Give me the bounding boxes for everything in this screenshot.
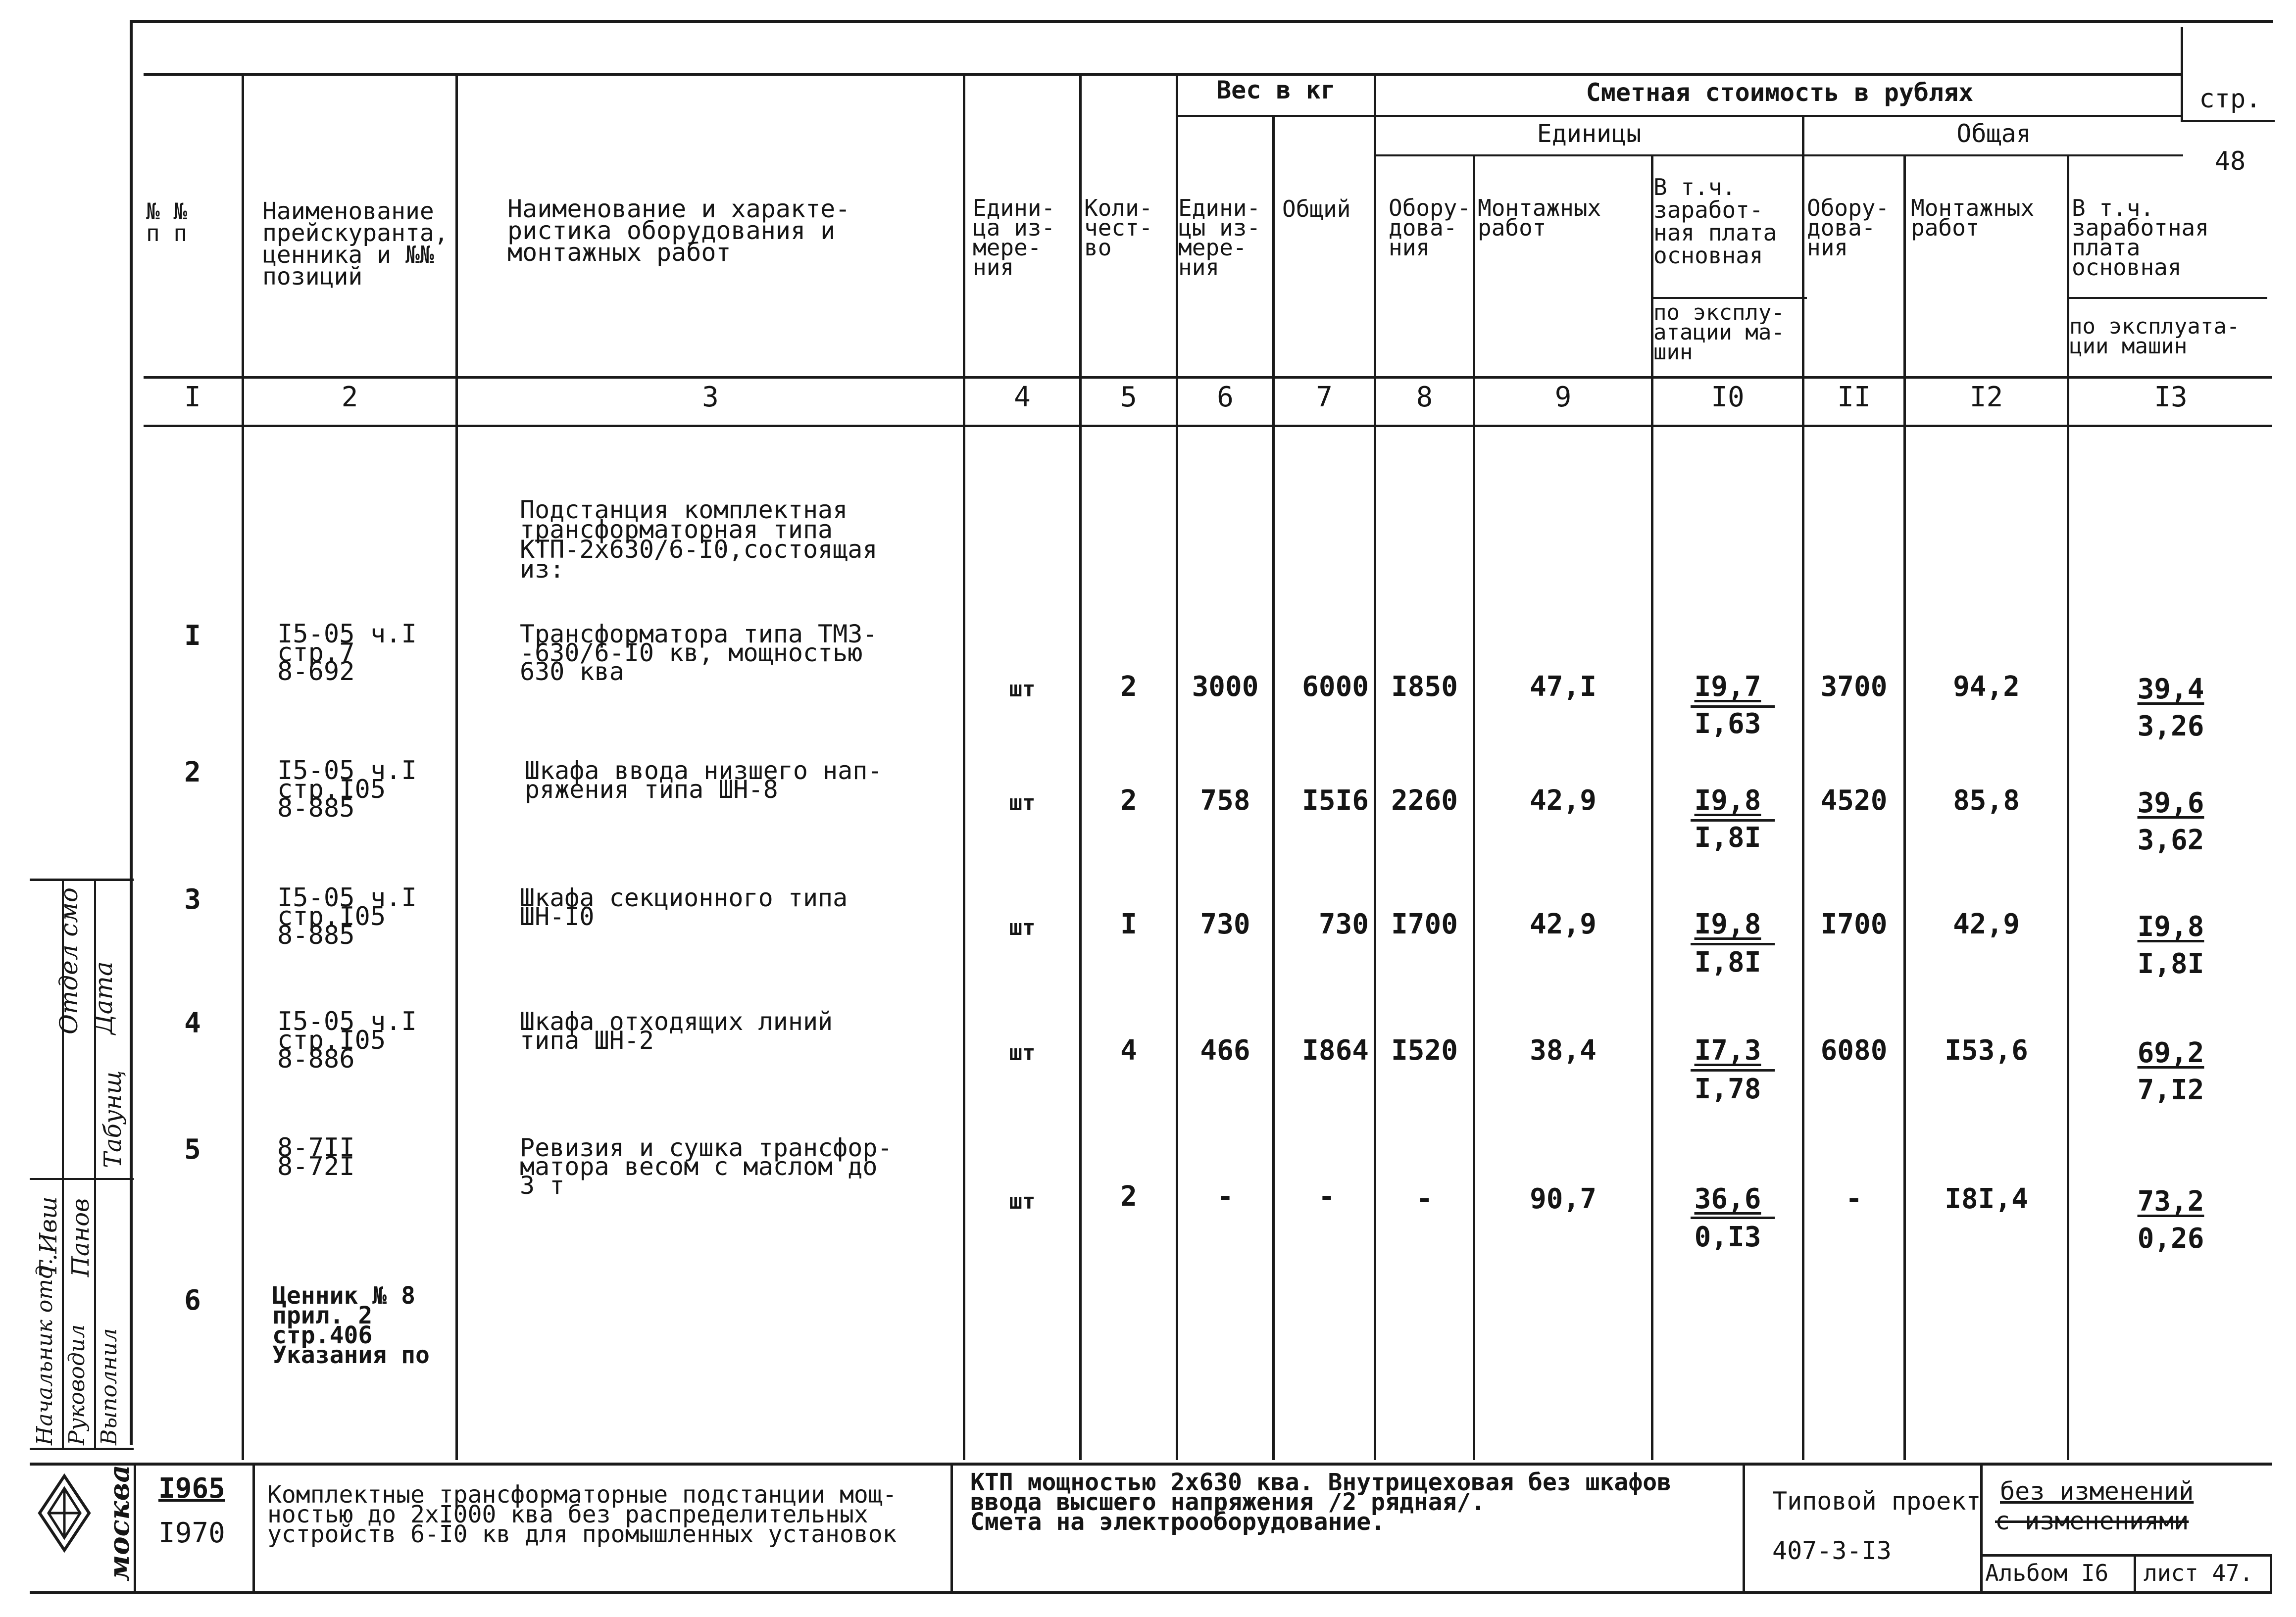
col-number: 2	[341, 381, 358, 413]
col-header-13-sub: по эксплуата- ции машин	[2069, 314, 2240, 359]
footer-year1: I965	[158, 1472, 225, 1505]
header-line-top	[144, 73, 2183, 76]
row-qty: 2	[1120, 1180, 1137, 1213]
row-mont-total: 42,9	[1953, 908, 2020, 940]
total-group-header: Общая	[1956, 119, 2031, 148]
footer-bottom-line	[30, 1591, 2272, 1594]
col-header-10-sub: по эксплу- атации ма- шин	[1653, 300, 1785, 365]
header-line-unit	[1376, 154, 2183, 156]
row-mach-total: I,8I	[2137, 948, 2204, 980]
row-wage-total: I9,8	[2137, 911, 2204, 943]
row-eq-total: I700	[1820, 908, 1888, 940]
col-number: 7	[1316, 381, 1333, 413]
stamp-label-performed: Выполнил	[97, 1328, 122, 1445]
row-number: 3	[184, 883, 201, 916]
logo-emblem-icon	[35, 1466, 94, 1587]
row-wage-total: 69,2	[2137, 1037, 2204, 1069]
weight-group-header: Вес в кг	[1216, 76, 1336, 104]
col-number: I2	[1969, 381, 2003, 413]
page-box-left	[2181, 27, 2183, 121]
row-wage-unit: I9,8	[1694, 784, 1761, 817]
row-mach-unit: 0,I3	[1694, 1221, 1761, 1253]
row-eq-total: 4520	[1820, 784, 1888, 817]
row-mont-unit: 42,9	[1530, 908, 1597, 940]
col-number: 9	[1554, 381, 1572, 413]
row-unit: шт	[1009, 915, 1036, 940]
col-header-10: В т.ч. заработ- ная плата основная	[1653, 174, 1777, 269]
row-mont-total: I8I,4	[1945, 1183, 2028, 1215]
row-mont-unit: 90,7	[1530, 1183, 1597, 1215]
col-divider	[455, 74, 458, 1460]
row-mach-unit: I,8I	[1694, 946, 1761, 979]
stamp-label-date: Дата	[89, 961, 118, 1034]
fraction-bar	[1691, 705, 1775, 708]
col-header-4: Едини- ца из- мере- ния	[973, 195, 1055, 281]
col-header-6: Едини- цы из- мере- ния	[1178, 195, 1261, 281]
row-ref: I5-05 ч.I стр.I05 8-885	[277, 756, 417, 823]
row-ref: Ценник № 8 прил. 2 стр.406 Указания по	[272, 1282, 430, 1369]
institute-logo	[35, 1466, 94, 1587]
row-mont-total: 94,2	[1953, 671, 2020, 703]
stamp-label-supervised: Руководил	[64, 1324, 90, 1445]
row-wage-unit: 36,6	[1694, 1183, 1761, 1215]
row-unit: шт	[1009, 1189, 1036, 1214]
col-divider	[1079, 74, 1082, 1460]
col-divider	[1272, 115, 1275, 1460]
row-unit: шт	[1009, 790, 1036, 816]
footer-divider	[1980, 1463, 1983, 1594]
col-header-13: В т.ч. заработная плата основная	[2072, 195, 2209, 281]
header-line-bottom	[144, 376, 2272, 379]
header-line-sub10	[1653, 297, 1807, 299]
col-divider	[1176, 74, 1178, 1460]
footer-divider	[2134, 1554, 2136, 1594]
row-weight-total: I5I6	[1302, 784, 1369, 817]
col-header-12: Монтажных работ	[1911, 195, 2035, 241]
stamp-signature: Табунщ	[99, 1070, 127, 1168]
row-mont-unit: 47,I	[1530, 671, 1597, 703]
col-header-5: Коли- чест- во	[1084, 195, 1153, 261]
row-mach-total: 3,62	[2137, 824, 2204, 856]
row-mach-unit: I,78	[1694, 1073, 1761, 1105]
row-ref: I5-05 ч.I стр.I05 8-886	[277, 1007, 417, 1074]
row-desc: Шкафа отходящих линий типа ШН-2	[520, 1007, 833, 1055]
row-weight-unit: 3000	[1192, 671, 1259, 703]
col-divider	[242, 74, 244, 1460]
row-weight-total: I864	[1302, 1034, 1369, 1067]
cost-group-header: Сметная стоимость в рублях	[1586, 78, 1974, 107]
row-weight-unit: 758	[1200, 784, 1250, 817]
row-desc: Шкафа ввода низшего нап- ряжения типа ШН-8	[525, 756, 883, 804]
col-header-3: Наименование и характе- ристика оборудования и монтажных работ	[507, 195, 850, 267]
row-mont-total: I53,6	[1945, 1034, 2028, 1067]
row-number: 2	[184, 756, 201, 788]
row-unit: шт	[1009, 677, 1036, 702]
stamp-frame-top	[30, 879, 134, 881]
stamp-signature: Т.Ивш	[35, 1196, 62, 1277]
row-number: 6	[184, 1284, 201, 1317]
row-weight-total: 730	[1318, 908, 1369, 940]
row-eq-total: 6080	[1820, 1034, 1888, 1067]
col-header-2: Наименование прейскуранта, ценника и №№ позиций	[262, 197, 449, 291]
stamp-row-line	[30, 1178, 134, 1180]
row-eq-unit: I520	[1391, 1034, 1458, 1067]
col-number: 8	[1416, 381, 1433, 413]
row-qty: I	[1120, 908, 1137, 940]
row-desc: Шкафа секционного типа ШН-I0	[520, 883, 848, 931]
row-wage-total: 39,4	[2137, 673, 2204, 705]
stamp-frame-bottom	[30, 1448, 134, 1450]
row-mont-unit: 42,9	[1530, 784, 1597, 817]
footer-divider	[252, 1463, 255, 1594]
col-divider	[963, 74, 965, 1460]
fraction-bar	[1691, 1069, 1775, 1072]
row-weight-total: 6000	[1302, 671, 1369, 703]
outer-frame-left	[130, 20, 133, 1445]
row-eq-total: 3700	[1820, 671, 1888, 703]
footer-year2: I970	[158, 1517, 225, 1549]
row-eq-unit: -	[1416, 1183, 1433, 1215]
row-wage-total: 39,6	[2137, 787, 2204, 819]
row-eq-unit: I700	[1391, 908, 1458, 940]
fraction-bar	[1691, 943, 1775, 945]
col-number: 3	[702, 381, 719, 413]
footer-note-with-changes: с изменениями	[1995, 1507, 2189, 1535]
footer-divider	[1743, 1463, 1745, 1594]
row-number: 4	[184, 1007, 201, 1039]
col-header-8: Обору- дова- ния	[1389, 195, 1471, 261]
row-wage-total: 73,2	[2137, 1185, 2204, 1218]
page-label	[2186, 47, 2275, 193]
row-qty: 4	[1120, 1034, 1137, 1067]
row-desc: Трансформатора типа ТМЗ- -630/6-I0 кв, мощностью 630 ква	[520, 620, 878, 686]
unit-group-header: Единицы	[1537, 119, 1642, 148]
col-number: 4	[1014, 381, 1031, 413]
row-mach-total: 3,26	[2137, 710, 2204, 742]
stamp-label-head: Начальник отд.	[32, 1258, 57, 1445]
col-divider	[1374, 74, 1376, 1460]
row-wage-unit: I9,7	[1694, 671, 1761, 703]
footer-divider-h	[1980, 1554, 2272, 1557]
footer-album: Альбом I6	[1985, 1560, 2109, 1586]
row-mach-total: 7,I2	[2137, 1074, 2204, 1106]
row-wage-unit: I9,8	[1694, 908, 1761, 940]
col-number: 6	[1217, 381, 1234, 413]
footer-divider	[950, 1463, 953, 1594]
header-line-sub13	[2069, 297, 2267, 299]
footer-right-line	[2270, 1554, 2272, 1594]
row-weight-total: -	[1318, 1180, 1335, 1213]
row-ref: I5-05 ч.I стр.I05 8-885	[277, 883, 417, 950]
row-eq-total: -	[1846, 1183, 1862, 1215]
col-header-9: Монтажных работ	[1478, 195, 1601, 241]
row-mach-unit: I,8I	[1694, 822, 1761, 854]
header-line-colnums	[144, 425, 2272, 427]
col-header-11: Обору- дова- ния	[1807, 195, 1890, 261]
footer-top-line	[30, 1463, 2272, 1466]
row-wage-unit: I7,3	[1694, 1034, 1761, 1067]
fraction-bar	[1691, 1217, 1775, 1219]
col-number: II	[1837, 381, 1871, 413]
row-mach-total: 0,26	[2137, 1223, 2204, 1255]
footer-city: москва	[103, 1465, 136, 1581]
row-weight-unit: 730	[1200, 908, 1250, 940]
row-ref: 8-7II 8-72I	[277, 1133, 355, 1181]
row-number: 5	[184, 1133, 201, 1166]
row-weight-unit: -	[1217, 1180, 1234, 1213]
row-unit: шт	[1009, 1040, 1036, 1066]
row-mont-unit: 38,4	[1530, 1034, 1597, 1067]
footer-project-code: 407-3-I3	[1772, 1536, 1892, 1565]
footer-desc: КТП мощностью 2х630 ква. Внутрицеховая без шкафов ввода высшего напряжения /2 рядная/. Смета на электрооборудование.	[970, 1469, 1672, 1536]
page-label-line2: 48	[2214, 147, 2246, 176]
page-label-line1: стр.	[2199, 84, 2261, 114]
col-header-7: Общий	[1282, 196, 1351, 222]
row-weight-unit: 466	[1200, 1034, 1250, 1067]
row-desc: Ревизия и сушка трансфор- матора весом с маслом до 3 т	[520, 1133, 893, 1200]
row-qty: 2	[1120, 784, 1137, 817]
header-line-weight	[1176, 115, 2183, 117]
stamp-signature: Панов	[67, 1198, 95, 1277]
col-number: I3	[2154, 381, 2188, 413]
col-number: 5	[1120, 381, 1137, 413]
col-divider	[1802, 115, 1804, 1460]
col-number: I0	[1711, 381, 1745, 413]
footer-sheet: лист 47.	[2144, 1560, 2253, 1586]
row-qty: 2	[1120, 671, 1137, 703]
footer-note-no-changes: без изменений	[2000, 1477, 2194, 1506]
footer-project-label: Типовой проект	[1772, 1487, 1981, 1516]
fraction-bar	[1691, 819, 1775, 822]
col-number: I	[184, 381, 201, 413]
outer-frame-top	[130, 20, 2273, 23]
row-mach-unit: I,63	[1694, 708, 1761, 740]
stamp-label-department: Отдел смо	[54, 887, 83, 1034]
footer-title: Комплектные трансформаторные подстанции мощ- ностью до 2хI000 ква без распределительных устройств 6-I0 кв для промышленных установок	[267, 1481, 897, 1548]
col-header-1: № № п п	[146, 198, 188, 246]
row-eq-unit: I850	[1391, 671, 1458, 703]
row-ref: I5-05 ч.I стр.7 8-692	[277, 619, 417, 686]
row-eq-unit: 2260	[1391, 784, 1458, 817]
row-number: I	[184, 620, 201, 652]
intro-text: Подстанция комплектная трансформаторная типа КТП-2х630/6-I0,состоящая из:	[520, 495, 878, 584]
row-mont-total: 85,8	[1953, 784, 2020, 817]
